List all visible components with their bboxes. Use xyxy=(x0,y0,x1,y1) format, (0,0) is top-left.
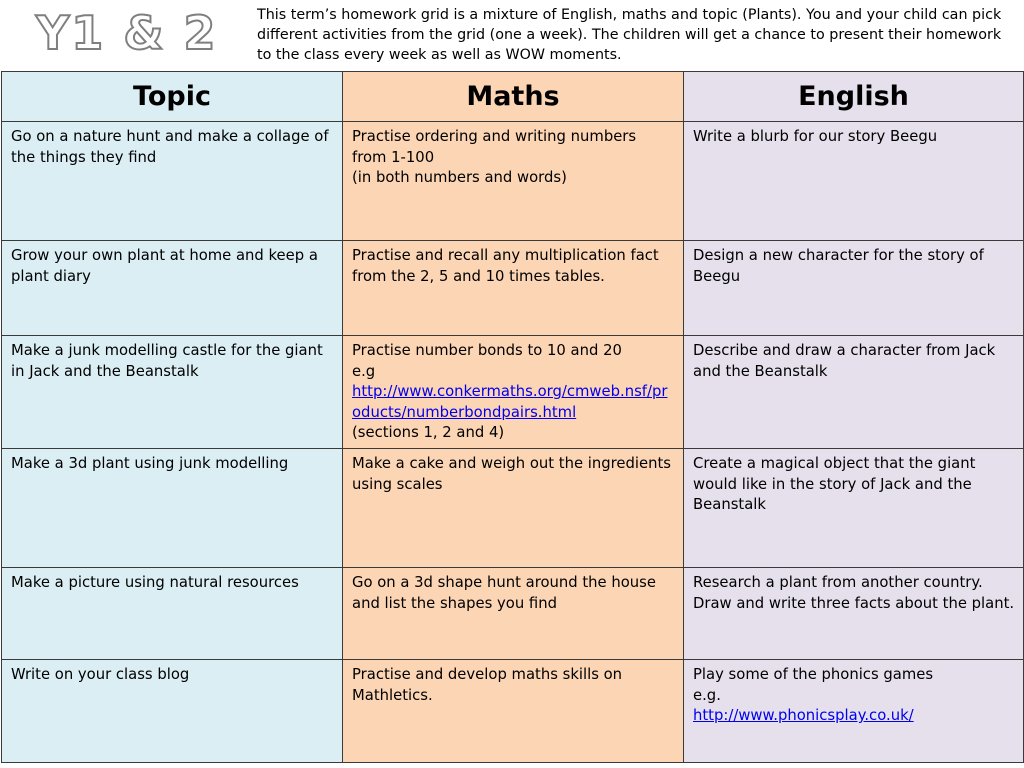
cell-text: (sections 1, 2 and 4) xyxy=(352,424,505,441)
english-cell xyxy=(684,122,1024,241)
table-row xyxy=(2,336,1024,449)
topic-cell xyxy=(2,122,343,241)
maths-cell xyxy=(343,336,684,449)
cell-text: Design a new character for the story of Beegu xyxy=(693,247,984,285)
intro-text: This term’s homework grid is a mixture of English, maths and topic (Plants). You and your child can pick different activities from the grid (one a week). The children will get a chance to present their homework to the class every week as well as WOW moments. xyxy=(257,7,1002,63)
cell-text: Create a magical object that the giant would like in the story of Jack and the Beanstalk xyxy=(693,455,976,513)
header-maths: Maths xyxy=(343,72,684,122)
maths-cell xyxy=(343,660,684,763)
phonicsplay-link[interactable]: http://www.phonicsplay.co.uk/ xyxy=(693,707,914,724)
cell-text: Make a 3d plant using junk modelling xyxy=(11,455,289,472)
table-row xyxy=(2,660,1024,763)
maths-cell xyxy=(343,122,684,241)
cell-text: Go on a 3d shape hunt around the house and list the shapes you find xyxy=(352,574,656,612)
english-cell xyxy=(684,660,1024,763)
maths-cell xyxy=(343,241,684,336)
english-cell xyxy=(684,336,1024,449)
cell-text: Practise number bonds to 10 and 20 xyxy=(352,342,622,359)
cell-text: Write on your class blog xyxy=(11,666,190,683)
cell-text: Write a blurb for our story Beegu xyxy=(693,128,938,145)
homework-grid xyxy=(1,71,1024,763)
table-row xyxy=(2,568,1024,660)
cell-text: Describe and draw a character from Jack and the Beanstalk xyxy=(693,342,996,380)
header-row xyxy=(2,72,1024,122)
cell-text: (in both numbers and words) xyxy=(352,169,567,186)
cell-text: e.g. xyxy=(693,686,721,704)
maths-cell xyxy=(343,568,684,660)
page-title: Y1 & 2 xyxy=(36,6,218,60)
conkermaths-link[interactable]: http://www.conkermaths.org/cmweb.nsf/products/numberbondpairs.html xyxy=(352,383,668,421)
cell-text: Grow your own plant at home and keep a plant diary xyxy=(11,247,318,285)
cell-text: Practise and recall any multiplication fact from the 2, 5 and 10 times tables. xyxy=(352,247,659,285)
table-row xyxy=(2,241,1024,336)
topic-cell xyxy=(2,660,343,763)
english-cell xyxy=(684,568,1024,660)
cell-text: Practise and develop maths skills on Mathletics. xyxy=(352,666,623,704)
cell-text: Research a plant from another country. Draw and write three facts about the plant. xyxy=(693,574,1015,612)
header-topic: Topic xyxy=(2,72,343,122)
cell-text: Practise ordering and writing numbers from 1-100 xyxy=(352,128,637,166)
cell-text: Play some of the phonics games xyxy=(693,666,934,683)
cell-text: Make a junk modelling castle for the giant in Jack and the Beanstalk xyxy=(11,342,323,380)
maths-cell xyxy=(343,449,684,568)
topic-cell xyxy=(2,568,343,660)
english-cell xyxy=(684,449,1024,568)
cell-text: e.g xyxy=(352,362,376,380)
topic-cell xyxy=(2,336,343,449)
topic-cell xyxy=(2,241,343,336)
table-row xyxy=(2,449,1024,568)
english-cell xyxy=(684,241,1024,336)
header-english: English xyxy=(684,72,1024,122)
cell-text: Go on a nature hunt and make a collage of the things they find xyxy=(11,128,329,166)
cell-text: Make a cake and weigh out the ingredients using scales xyxy=(352,455,671,493)
cell-text: Make a picture using natural resources xyxy=(11,574,299,591)
table-row xyxy=(2,122,1024,241)
topic-cell xyxy=(2,449,343,568)
